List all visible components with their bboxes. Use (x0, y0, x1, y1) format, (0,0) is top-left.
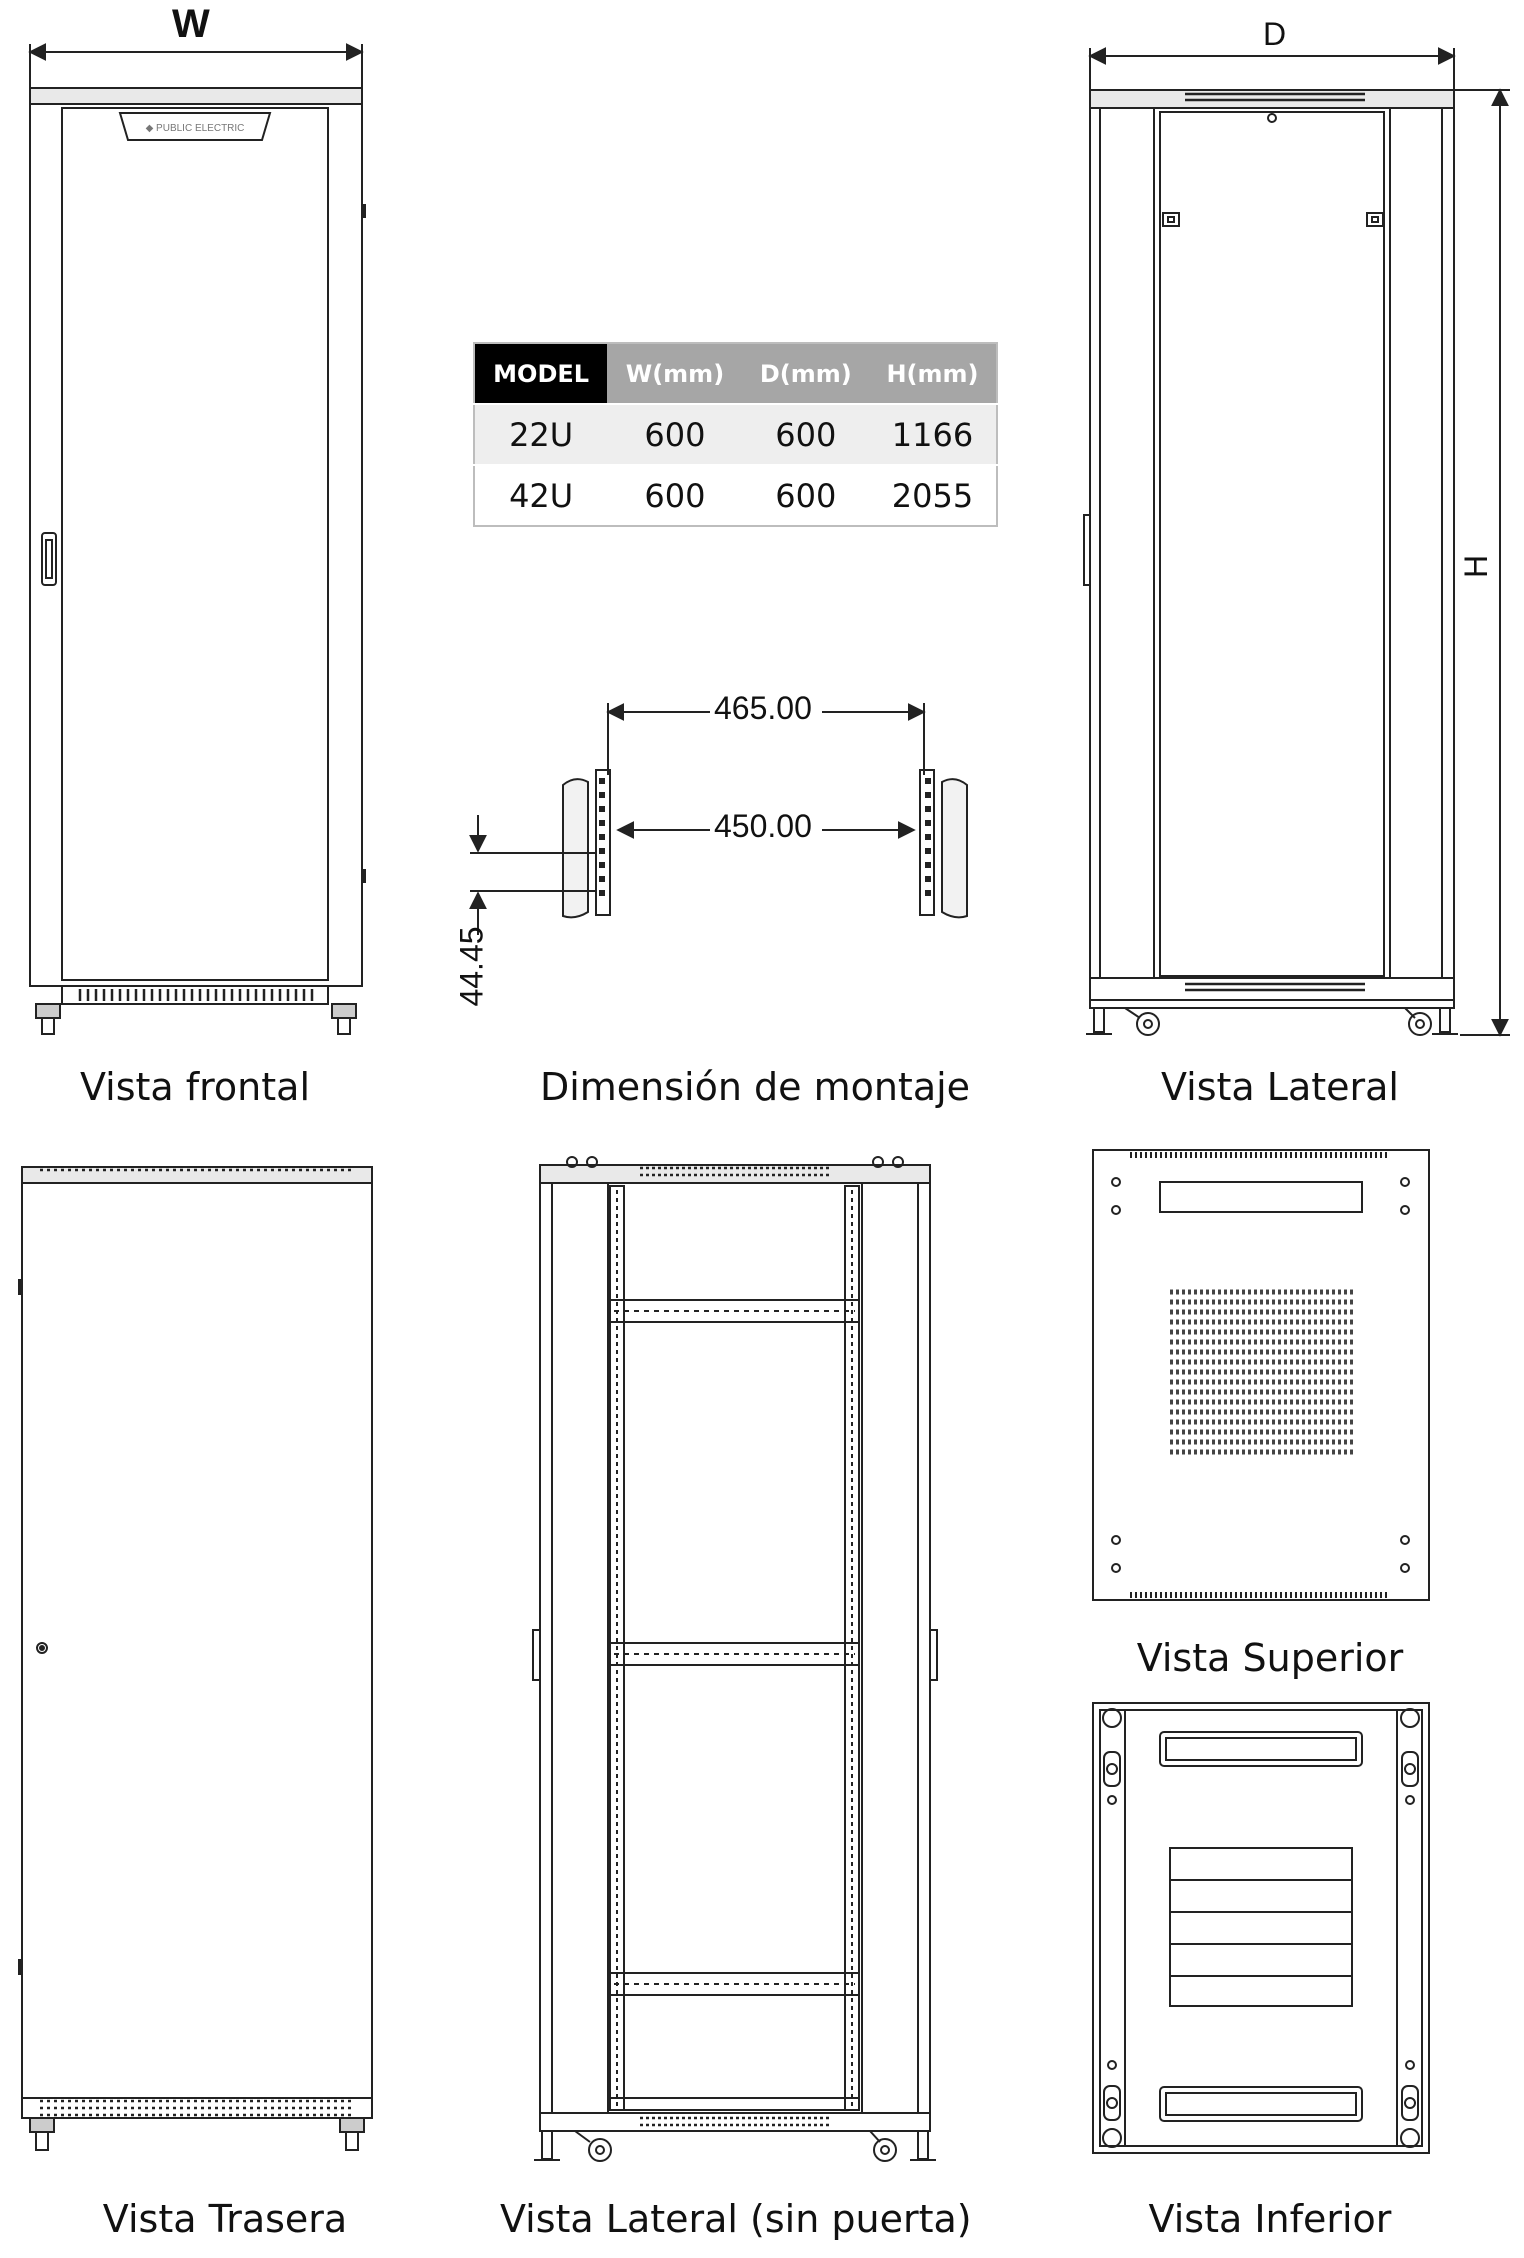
svg-text:◆ PUBLIC ELECTRIC: ◆ PUBLIC ELECTRIC (145, 123, 245, 134)
mounting-inner-width: 450.00 (714, 808, 812, 844)
side-view-no-door (533, 1157, 937, 2161)
caption-mounting: Dimensión de montaje (539, 1065, 971, 1109)
cell-width: 600 (607, 404, 742, 465)
depth-label: D (1263, 16, 1287, 52)
cell-height: 1166 (869, 404, 997, 465)
side-view (1084, 48, 1510, 1035)
width-label: W (172, 2, 210, 46)
caption-top-view: Vista Superior (1136, 1636, 1404, 1680)
header-depth: D(mm) (743, 343, 869, 404)
rear-view (19, 1167, 372, 2150)
top-view (1093, 1150, 1429, 1600)
header-model: MODEL (474, 343, 607, 404)
caption-rear-view: Vista Trasera (102, 2197, 348, 2241)
caption-front-view: Vista frontal (79, 1065, 311, 1109)
header-height: H(mm) (869, 343, 997, 404)
caption-side-view-no-door: Vista Lateral (sin puerta) (500, 2197, 972, 2241)
spec-table-header (474, 343, 997, 404)
cell-width: 600 (607, 465, 742, 526)
front-view (30, 44, 365, 1034)
cell-depth: 600 (743, 465, 869, 526)
header-width: W(mm) (607, 343, 742, 404)
cell-height: 2055 (869, 465, 997, 526)
cell-depth: 600 (743, 404, 869, 465)
caption-side-view: Vista Lateral (1161, 1065, 1399, 1109)
cell-model: 42U (474, 465, 607, 526)
table-row (474, 404, 997, 465)
cell-model: 22U (474, 404, 607, 465)
height-label: H (1458, 554, 1495, 579)
table-row (474, 465, 997, 526)
mounting-outer-width: 465.00 (714, 690, 812, 726)
mounting-unit-height: 44.45 (453, 926, 490, 1007)
spec-table (473, 342, 998, 527)
bottom-view (1093, 1703, 1429, 2153)
caption-bottom-view: Vista Inferior (1148, 2197, 1392, 2241)
